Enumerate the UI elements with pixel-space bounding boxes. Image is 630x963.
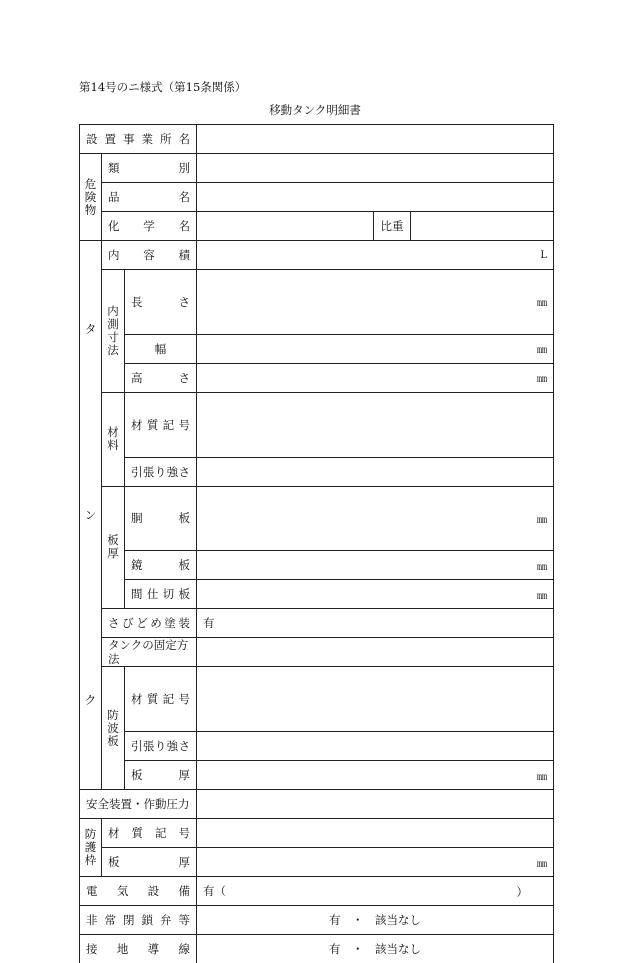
hazmat-product-value[interactable] [197,183,554,212]
row-hazmat-kind [80,154,554,183]
ground-wire-label: 接地導線 [80,935,197,963]
thickness-group-label: 板厚 [102,486,125,609]
emergency-valve-value[interactable]: 有 ・ 該当なし [197,906,554,935]
row-fixing [80,638,554,667]
guard-code-value[interactable] [197,819,554,848]
material-group-label: 材料 [102,392,125,486]
material-code-value[interactable] [197,392,554,457]
tank-spec-table [79,124,554,963]
hazmat-gravity-label: 比重 [374,212,411,241]
row-material-code [80,392,554,457]
thickness-head-label: 鏡板 [125,551,197,580]
row-thickness-shell [80,486,554,551]
fixing-label: タンクの固定方法 [102,638,197,667]
material-strength-label: 引張り強さ [125,457,197,486]
row-guard-code [80,819,554,848]
safety-value[interactable] [197,790,554,819]
hazmat-kind-value[interactable] [197,154,554,183]
guard-group-label: 防護枠 [80,819,102,877]
baffle-code-value[interactable] [197,667,554,732]
row-inner-length [80,270,554,335]
electric-label: 電気設備 [80,877,197,906]
hazmat-gravity-value[interactable] [411,212,554,241]
inner-length-label: 長さ [125,270,197,335]
row-thickness-partition [80,580,554,609]
hazmat-product-label: 品名 [102,183,197,212]
site-label: 設置事業所名 [80,125,197,154]
inner-width-label: 幅 [125,334,197,363]
baffle-strength-label: 引張り強さ [125,732,197,761]
row-inner-height [80,363,554,392]
thickness-head-unit[interactable]: ㎜ [197,551,554,580]
hazmat-chemical-label: 化学名 [102,212,197,241]
emergency-valve-label: 非常閉鎖弁等 [80,906,197,935]
tank-spec-table-wrap [79,124,553,824]
electric-value-close: ） [517,884,529,900]
form-title: 移動タンク明細書 [0,102,630,118]
row-hazmat-chemical [80,212,554,241]
tank-char-3: ク [85,694,97,707]
row-rust [80,609,554,638]
ground-wire-value[interactable]: 有 ・ 該当なし [197,935,554,963]
hazmat-group-label: 危険物 [80,154,102,241]
tank-char-2: ン [85,509,97,522]
material-strength-value[interactable] [197,457,554,486]
row-baffle-thickness [80,761,554,790]
tank-capacity-unit[interactable]: L [197,241,554,270]
baffle-code-label: 材質記号 [125,667,197,732]
baffle-strength-value[interactable] [197,732,554,761]
safety-label: 安全装置・作動圧力 [80,790,197,819]
row-material-strength [80,457,554,486]
rust-label: さびどめ塗装 [102,609,197,638]
row-hazmat-product [80,183,554,212]
rust-value[interactable]: 有 [197,609,554,638]
row-inner-width [80,334,554,363]
row-baffle-code [80,667,554,732]
baffle-thickness-label: 板厚 [125,761,197,790]
electric-value-open: 有（ [203,884,226,898]
thickness-shell-label: 胴板 [125,486,197,551]
row-electric [80,877,554,906]
guard-thickness-unit[interactable]: ㎜ [197,848,554,877]
row-emergency-valve [80,906,554,935]
form-number: 第14号のニ様式（第15条関係） [79,79,246,95]
tank-group-label [80,241,102,790]
row-site [80,125,554,154]
tank-char-1: タ [85,323,97,336]
hazmat-kind-label: 類別 [102,154,197,183]
tank-capacity-label: 内容積 [102,241,197,270]
thickness-partition-unit[interactable]: ㎜ [197,580,554,609]
guard-thickness-label: 板厚 [102,848,197,877]
row-ground-wire [80,935,554,963]
inner-height-label: 高さ [125,363,197,392]
inner-width-unit[interactable]: ㎜ [197,334,554,363]
thickness-partition-label: 間仕切板 [125,580,197,609]
material-code-label: 材質記号 [125,392,197,457]
baffle-thickness-unit[interactable]: ㎜ [197,761,554,790]
baffle-group-label: 防波板 [102,667,125,790]
row-thickness-head [80,551,554,580]
row-guard-thickness [80,848,554,877]
electric-value[interactable] [197,877,554,906]
guard-code-label: 材質記号 [102,819,197,848]
inner-height-unit[interactable]: ㎜ [197,363,554,392]
row-safety [80,790,554,819]
hazmat-chemical-value[interactable] [197,212,374,241]
row-baffle-strength [80,732,554,761]
inner-dim-group-label: 内測寸法 [102,270,125,393]
thickness-shell-unit[interactable]: ㎜ [197,486,554,551]
site-value[interactable] [197,125,554,154]
row-tank-capacity [80,241,554,270]
inner-length-unit[interactable]: ㎜ [197,270,554,335]
fixing-value[interactable] [197,638,554,667]
